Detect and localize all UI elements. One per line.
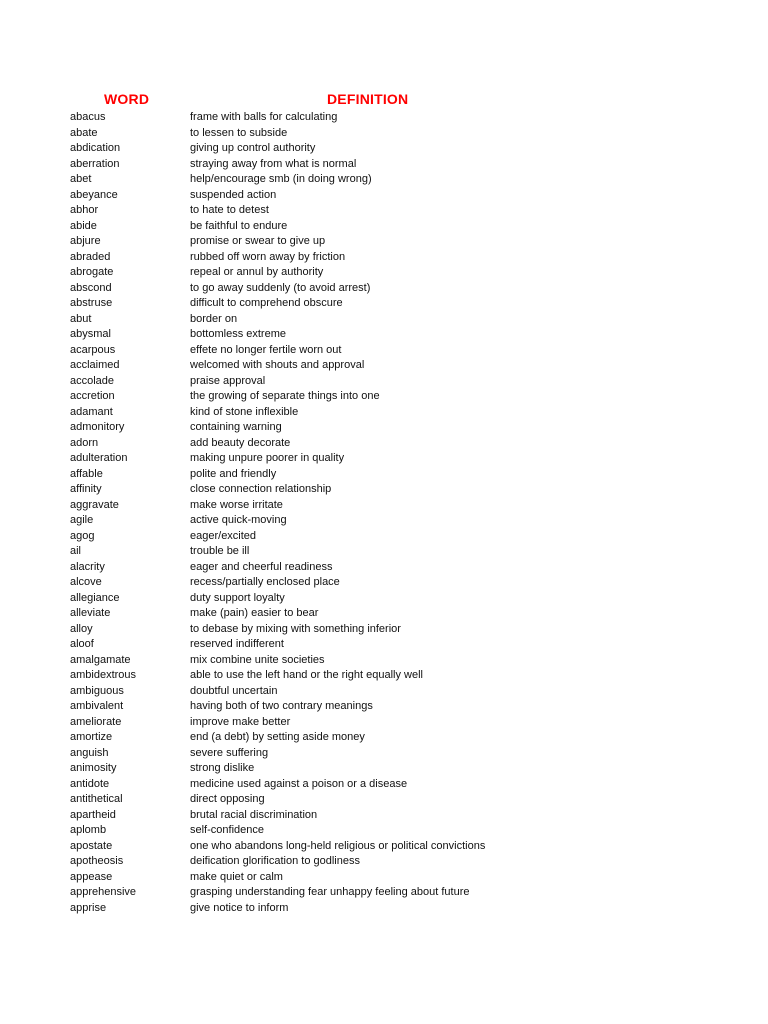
word-cell: affable bbox=[70, 467, 103, 480]
word-cell: ameliorate bbox=[70, 715, 122, 728]
word-cell: appease bbox=[70, 870, 113, 883]
table-row bbox=[0, 126, 768, 142]
definition-cell: reserved indifferent bbox=[190, 638, 284, 650]
word-cell: aberration bbox=[70, 157, 120, 170]
table-row bbox=[0, 622, 768, 638]
table-row bbox=[0, 808, 768, 824]
table-row bbox=[0, 172, 768, 188]
word-cell: apprise bbox=[70, 901, 107, 914]
word-cell: abide bbox=[70, 219, 97, 232]
definition-column-header: DEFINITION bbox=[327, 91, 409, 107]
definition-cell: make (pain) easier to bear bbox=[190, 607, 319, 619]
table-row bbox=[0, 839, 768, 855]
table-row bbox=[0, 482, 768, 498]
definition-cell: duty support loyalty bbox=[190, 591, 285, 604]
word-cell: abrogate bbox=[70, 266, 114, 278]
table-row bbox=[0, 188, 768, 204]
definition-cell: straying away from what is normal bbox=[190, 157, 357, 170]
table-row bbox=[0, 777, 768, 793]
definition-cell: self-confidence bbox=[190, 824, 264, 836]
definition-cell: able to use the left hand or the right equally well bbox=[190, 669, 423, 681]
table-row bbox=[0, 637, 768, 653]
table-row bbox=[0, 513, 768, 529]
table-row bbox=[0, 110, 768, 126]
table-row bbox=[0, 870, 768, 886]
definition-cell: to hate to detest bbox=[190, 204, 269, 216]
definition-cell: welcomed with shouts and approval bbox=[190, 359, 365, 371]
definition-cell: the growing of separate things into one bbox=[190, 390, 380, 402]
word-cell: amortize bbox=[70, 731, 113, 743]
word-cell: alloy bbox=[70, 622, 93, 635]
table-row bbox=[0, 746, 768, 762]
definition-cell: close connection relationship bbox=[190, 483, 332, 495]
vocabulary-list bbox=[0, 110, 768, 916]
table-row bbox=[0, 467, 768, 483]
table-row bbox=[0, 234, 768, 250]
table-row bbox=[0, 296, 768, 312]
table-row bbox=[0, 141, 768, 157]
word-cell: abstruse bbox=[70, 297, 113, 309]
word-cell: alacrity bbox=[70, 560, 105, 573]
table-row bbox=[0, 358, 768, 374]
word-cell: apostate bbox=[70, 839, 113, 852]
word-cell: accolade bbox=[70, 374, 115, 387]
table-row bbox=[0, 374, 768, 390]
word-cell: apartheid bbox=[70, 808, 116, 821]
word-cell: adulteration bbox=[70, 452, 128, 464]
definition-cell: making unpure poorer in quality bbox=[190, 452, 345, 464]
table-row bbox=[0, 312, 768, 328]
definition-cell: rubbed off worn away by friction bbox=[190, 250, 346, 263]
definition-cell: bottomless extreme bbox=[190, 328, 286, 340]
word-cell: abysmal bbox=[70, 328, 111, 340]
word-cell: accretion bbox=[70, 390, 115, 402]
word-cell: abeyance bbox=[70, 188, 118, 201]
word-cell: adamant bbox=[70, 405, 113, 418]
table-row bbox=[0, 343, 768, 359]
definition-cell: severe suffering bbox=[190, 746, 269, 759]
word-cell: ambiguous bbox=[70, 684, 124, 697]
table-row bbox=[0, 715, 768, 731]
definition-cell: make worse irritate bbox=[190, 498, 283, 511]
table-row bbox=[0, 157, 768, 173]
definition-cell: effete no longer fertile worn out bbox=[190, 343, 342, 356]
table-row bbox=[0, 684, 768, 700]
word-cell: abhor bbox=[70, 204, 99, 216]
word-cell: amalgamate bbox=[70, 653, 131, 666]
definition-cell: help/encourage smb (in doing wrong) bbox=[190, 173, 372, 185]
definition-cell: one who abandons long-held religious or political convictions bbox=[190, 839, 486, 852]
word-cell: abate bbox=[70, 126, 98, 139]
table-row bbox=[0, 653, 768, 669]
word-cell: ambivalent bbox=[70, 700, 124, 712]
table-row bbox=[0, 885, 768, 901]
word-cell: aloof bbox=[70, 638, 94, 650]
word-cell: apotheosis bbox=[70, 855, 124, 867]
definition-cell: difficult to comprehend obscure bbox=[190, 297, 343, 309]
table-row bbox=[0, 389, 768, 405]
word-cell: aplomb bbox=[70, 824, 107, 836]
word-cell: ambidextrous bbox=[70, 669, 137, 681]
word-cell: animosity bbox=[70, 762, 117, 774]
table-row bbox=[0, 405, 768, 421]
word-cell: alleviate bbox=[70, 607, 111, 619]
definition-cell: repeal or annul by authority bbox=[190, 266, 324, 278]
table-row bbox=[0, 250, 768, 266]
table-row bbox=[0, 668, 768, 684]
definition-cell: medicine used against a poison or a disease bbox=[190, 777, 408, 790]
table-row bbox=[0, 575, 768, 591]
word-cell: alcove bbox=[70, 576, 102, 588]
table-row bbox=[0, 854, 768, 870]
table-row bbox=[0, 606, 768, 622]
definition-cell: doubtful uncertain bbox=[190, 684, 278, 697]
table-row bbox=[0, 203, 768, 219]
word-cell: abut bbox=[70, 312, 92, 325]
definition-cell: eager/excited bbox=[190, 529, 257, 542]
table-row bbox=[0, 451, 768, 467]
table-header bbox=[0, 91, 768, 109]
definition-cell: mix combine unite societies bbox=[190, 653, 325, 666]
table-row bbox=[0, 219, 768, 235]
definition-cell: promise or swear to give up bbox=[190, 235, 326, 247]
definition-cell: add beauty decorate bbox=[190, 436, 291, 449]
definition-cell: kind of stone inflexible bbox=[190, 405, 299, 418]
table-row bbox=[0, 281, 768, 297]
word-cell: antithetical bbox=[70, 793, 123, 805]
table-row bbox=[0, 544, 768, 560]
table-row bbox=[0, 792, 768, 808]
table-row bbox=[0, 591, 768, 607]
word-cell: apprehensive bbox=[70, 886, 137, 898]
word-cell: agog bbox=[70, 529, 95, 542]
definition-cell: to go away suddenly (to avoid arrest) bbox=[190, 281, 371, 294]
table-row bbox=[0, 420, 768, 436]
table-row bbox=[0, 901, 768, 917]
table-row bbox=[0, 498, 768, 514]
definition-cell: trouble be ill bbox=[190, 545, 250, 557]
word-cell: abraded bbox=[70, 250, 111, 263]
definition-cell: polite and friendly bbox=[190, 467, 277, 480]
word-cell: abdication bbox=[70, 142, 121, 154]
definition-cell: praise approval bbox=[190, 374, 266, 387]
word-cell: admonitory bbox=[70, 421, 125, 433]
definition-cell: improve make better bbox=[190, 715, 291, 728]
table-row bbox=[0, 761, 768, 777]
definition-cell: eager and cheerful readiness bbox=[190, 560, 333, 573]
table-row bbox=[0, 699, 768, 715]
definition-cell: frame with balls for calculating bbox=[190, 111, 338, 123]
definition-cell: recess/partially enclosed place bbox=[190, 576, 340, 588]
definition-cell: border on bbox=[190, 312, 238, 325]
table-row bbox=[0, 265, 768, 281]
definition-cell: to debase by mixing with something inferior bbox=[190, 622, 401, 635]
word-cell: antidote bbox=[70, 777, 110, 790]
definition-cell: suspended action bbox=[190, 188, 277, 201]
definition-cell: grasping understanding fear unhappy feeling about future bbox=[190, 886, 470, 898]
table-row bbox=[0, 327, 768, 343]
definition-cell: give notice to inform bbox=[190, 901, 289, 914]
definition-cell: be faithful to endure bbox=[190, 219, 288, 232]
word-cell: aggravate bbox=[70, 498, 119, 511]
word-cell: abscond bbox=[70, 281, 112, 294]
word-cell: abet bbox=[70, 173, 92, 185]
table-row bbox=[0, 436, 768, 452]
word-cell: abacus bbox=[70, 111, 106, 123]
table-row bbox=[0, 529, 768, 545]
word-cell: affinity bbox=[70, 483, 102, 495]
word-column-header: WORD bbox=[104, 91, 150, 107]
definition-cell: giving up control authority bbox=[190, 142, 316, 154]
word-cell: adorn bbox=[70, 436, 99, 449]
word-cell: ail bbox=[70, 545, 82, 557]
word-cell: anguish bbox=[70, 746, 109, 759]
word-cell: abjure bbox=[70, 235, 101, 247]
definition-cell: containing warning bbox=[190, 421, 282, 433]
table-row bbox=[0, 560, 768, 576]
definition-cell: direct opposing bbox=[190, 793, 265, 805]
definition-cell: make quiet or calm bbox=[190, 870, 283, 883]
word-cell: allegiance bbox=[70, 591, 120, 604]
definition-cell: active quick-moving bbox=[190, 514, 287, 526]
table-row bbox=[0, 823, 768, 839]
definition-cell: strong dislike bbox=[190, 762, 255, 774]
definition-cell: brutal racial discrimination bbox=[190, 808, 318, 821]
word-cell: agile bbox=[70, 514, 94, 526]
word-cell: acarpous bbox=[70, 343, 116, 356]
definition-cell: to lessen to subside bbox=[190, 126, 288, 139]
definition-cell: end (a debt) by setting aside money bbox=[190, 731, 365, 743]
table-row bbox=[0, 730, 768, 746]
definition-cell: having both of two contrary meanings bbox=[190, 700, 373, 712]
word-cell: acclaimed bbox=[70, 359, 120, 371]
definition-cell: deification glorification to godliness bbox=[190, 855, 360, 867]
